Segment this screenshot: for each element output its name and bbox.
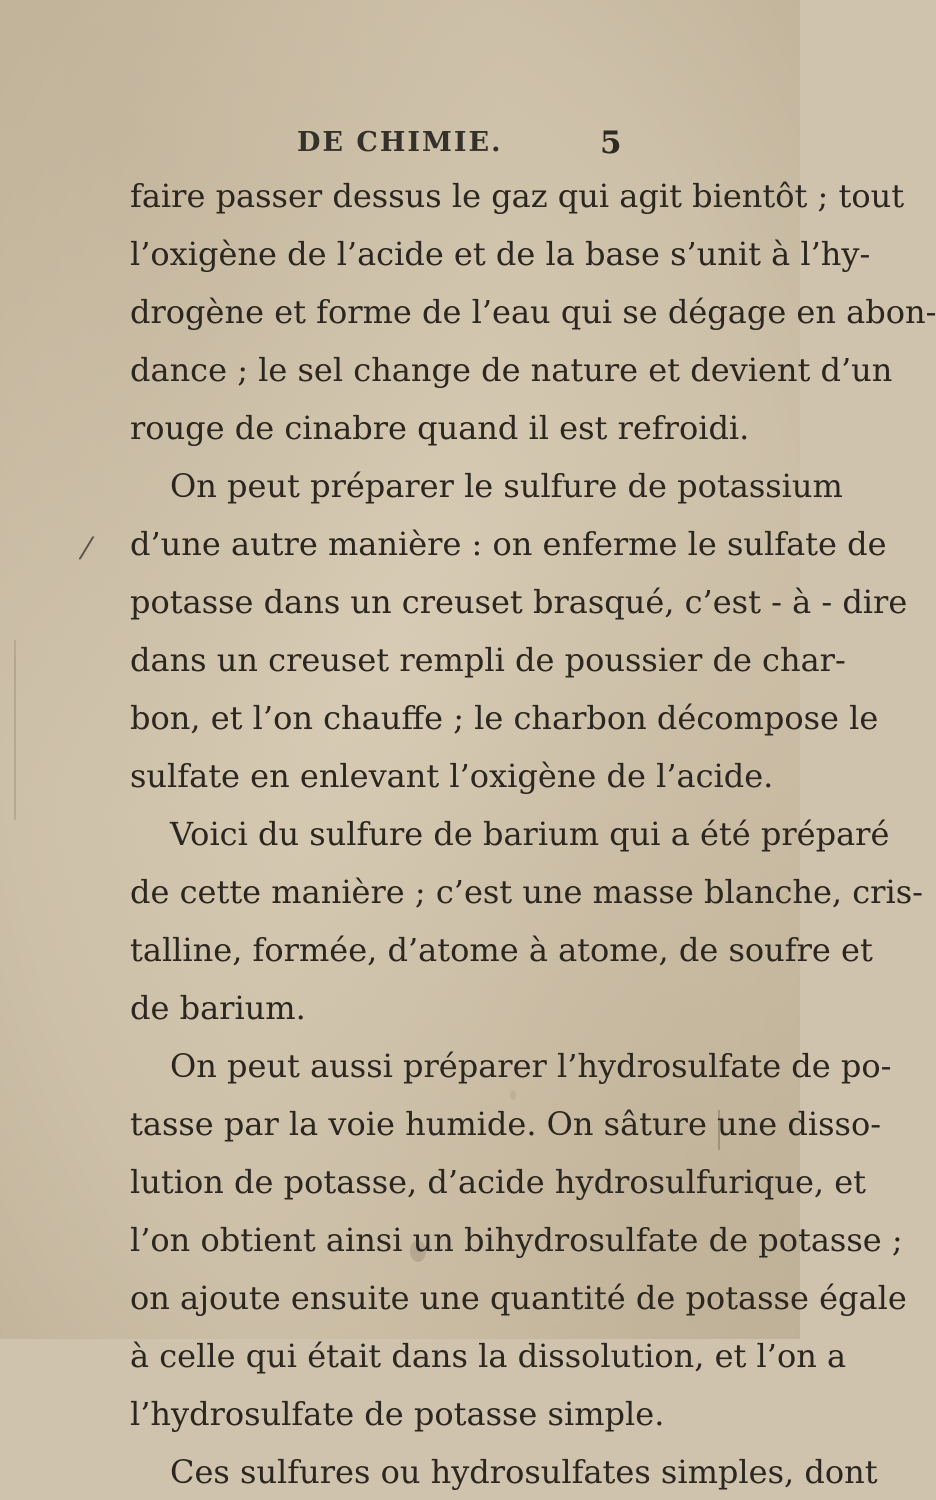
text-line: dans un creuset rempli de poussier de char-	[130, 641, 846, 679]
running-head-title: DE CHIMIE.	[297, 127, 503, 158]
text-line: l’on obtient ainsi un bihydrosulfate de potasse ;	[130, 1221, 903, 1259]
page-number: 5	[600, 125, 622, 161]
text-line: de barium.	[130, 989, 306, 1027]
text-line: rouge de cinabre quand il est refroidi.	[130, 409, 750, 447]
text-line: à celle qui était dans la dissolution, et l’on a	[130, 1337, 847, 1375]
running-head	[0, 127, 800, 167]
text-line: l’oxigène de l’acide et de la base s’unit à l’hy-	[130, 235, 871, 273]
text-line: drogène et forme de l’eau qui se dégage en abon-	[130, 293, 936, 331]
text-line: talline, formée, d’atome à atome, de soufre et	[130, 931, 873, 969]
text-line: sulfate en enlevant l’oxigène de l’acide.	[130, 757, 774, 795]
text-line: bon, et l’on chauffe ; le charbon décompose le	[130, 699, 879, 737]
text-line: d’une autre manière : on enferme le sulfate de	[130, 525, 887, 563]
text-line: faire passer dessus le gaz qui agit bientôt ; tout	[130, 177, 905, 215]
margin-pencil-mark: ⁄	[84, 532, 90, 567]
text-line: On peut préparer le sulfure de potassium	[170, 467, 843, 505]
text-line: On peut aussi préparer l’hydrosulfate de po-	[170, 1047, 892, 1085]
text-line: Voici du sulfure de barium qui a été préparé	[170, 815, 890, 853]
text-line: de cette manière ; c’est une masse blanche, cris-	[130, 873, 923, 911]
text-line: potasse dans un creuset brasqué, c’est - à - dire	[130, 583, 908, 621]
text-line: Ces sulfures ou hydrosulfates simples, dont	[170, 1453, 878, 1491]
paper-fiber	[14, 640, 16, 820]
text-line: tasse par la voie humide. On sâture une disso-	[130, 1105, 882, 1143]
text-line: on ajoute ensuite une quantité de potasse égale	[130, 1279, 907, 1317]
text-line: l’hydrosulfate de potasse simple.	[130, 1395, 665, 1433]
text-line: dance ; le sel change de nature et devient d’un	[130, 351, 893, 389]
text-line: lution de potasse, d’acide hydrosulfurique, et	[130, 1163, 867, 1201]
